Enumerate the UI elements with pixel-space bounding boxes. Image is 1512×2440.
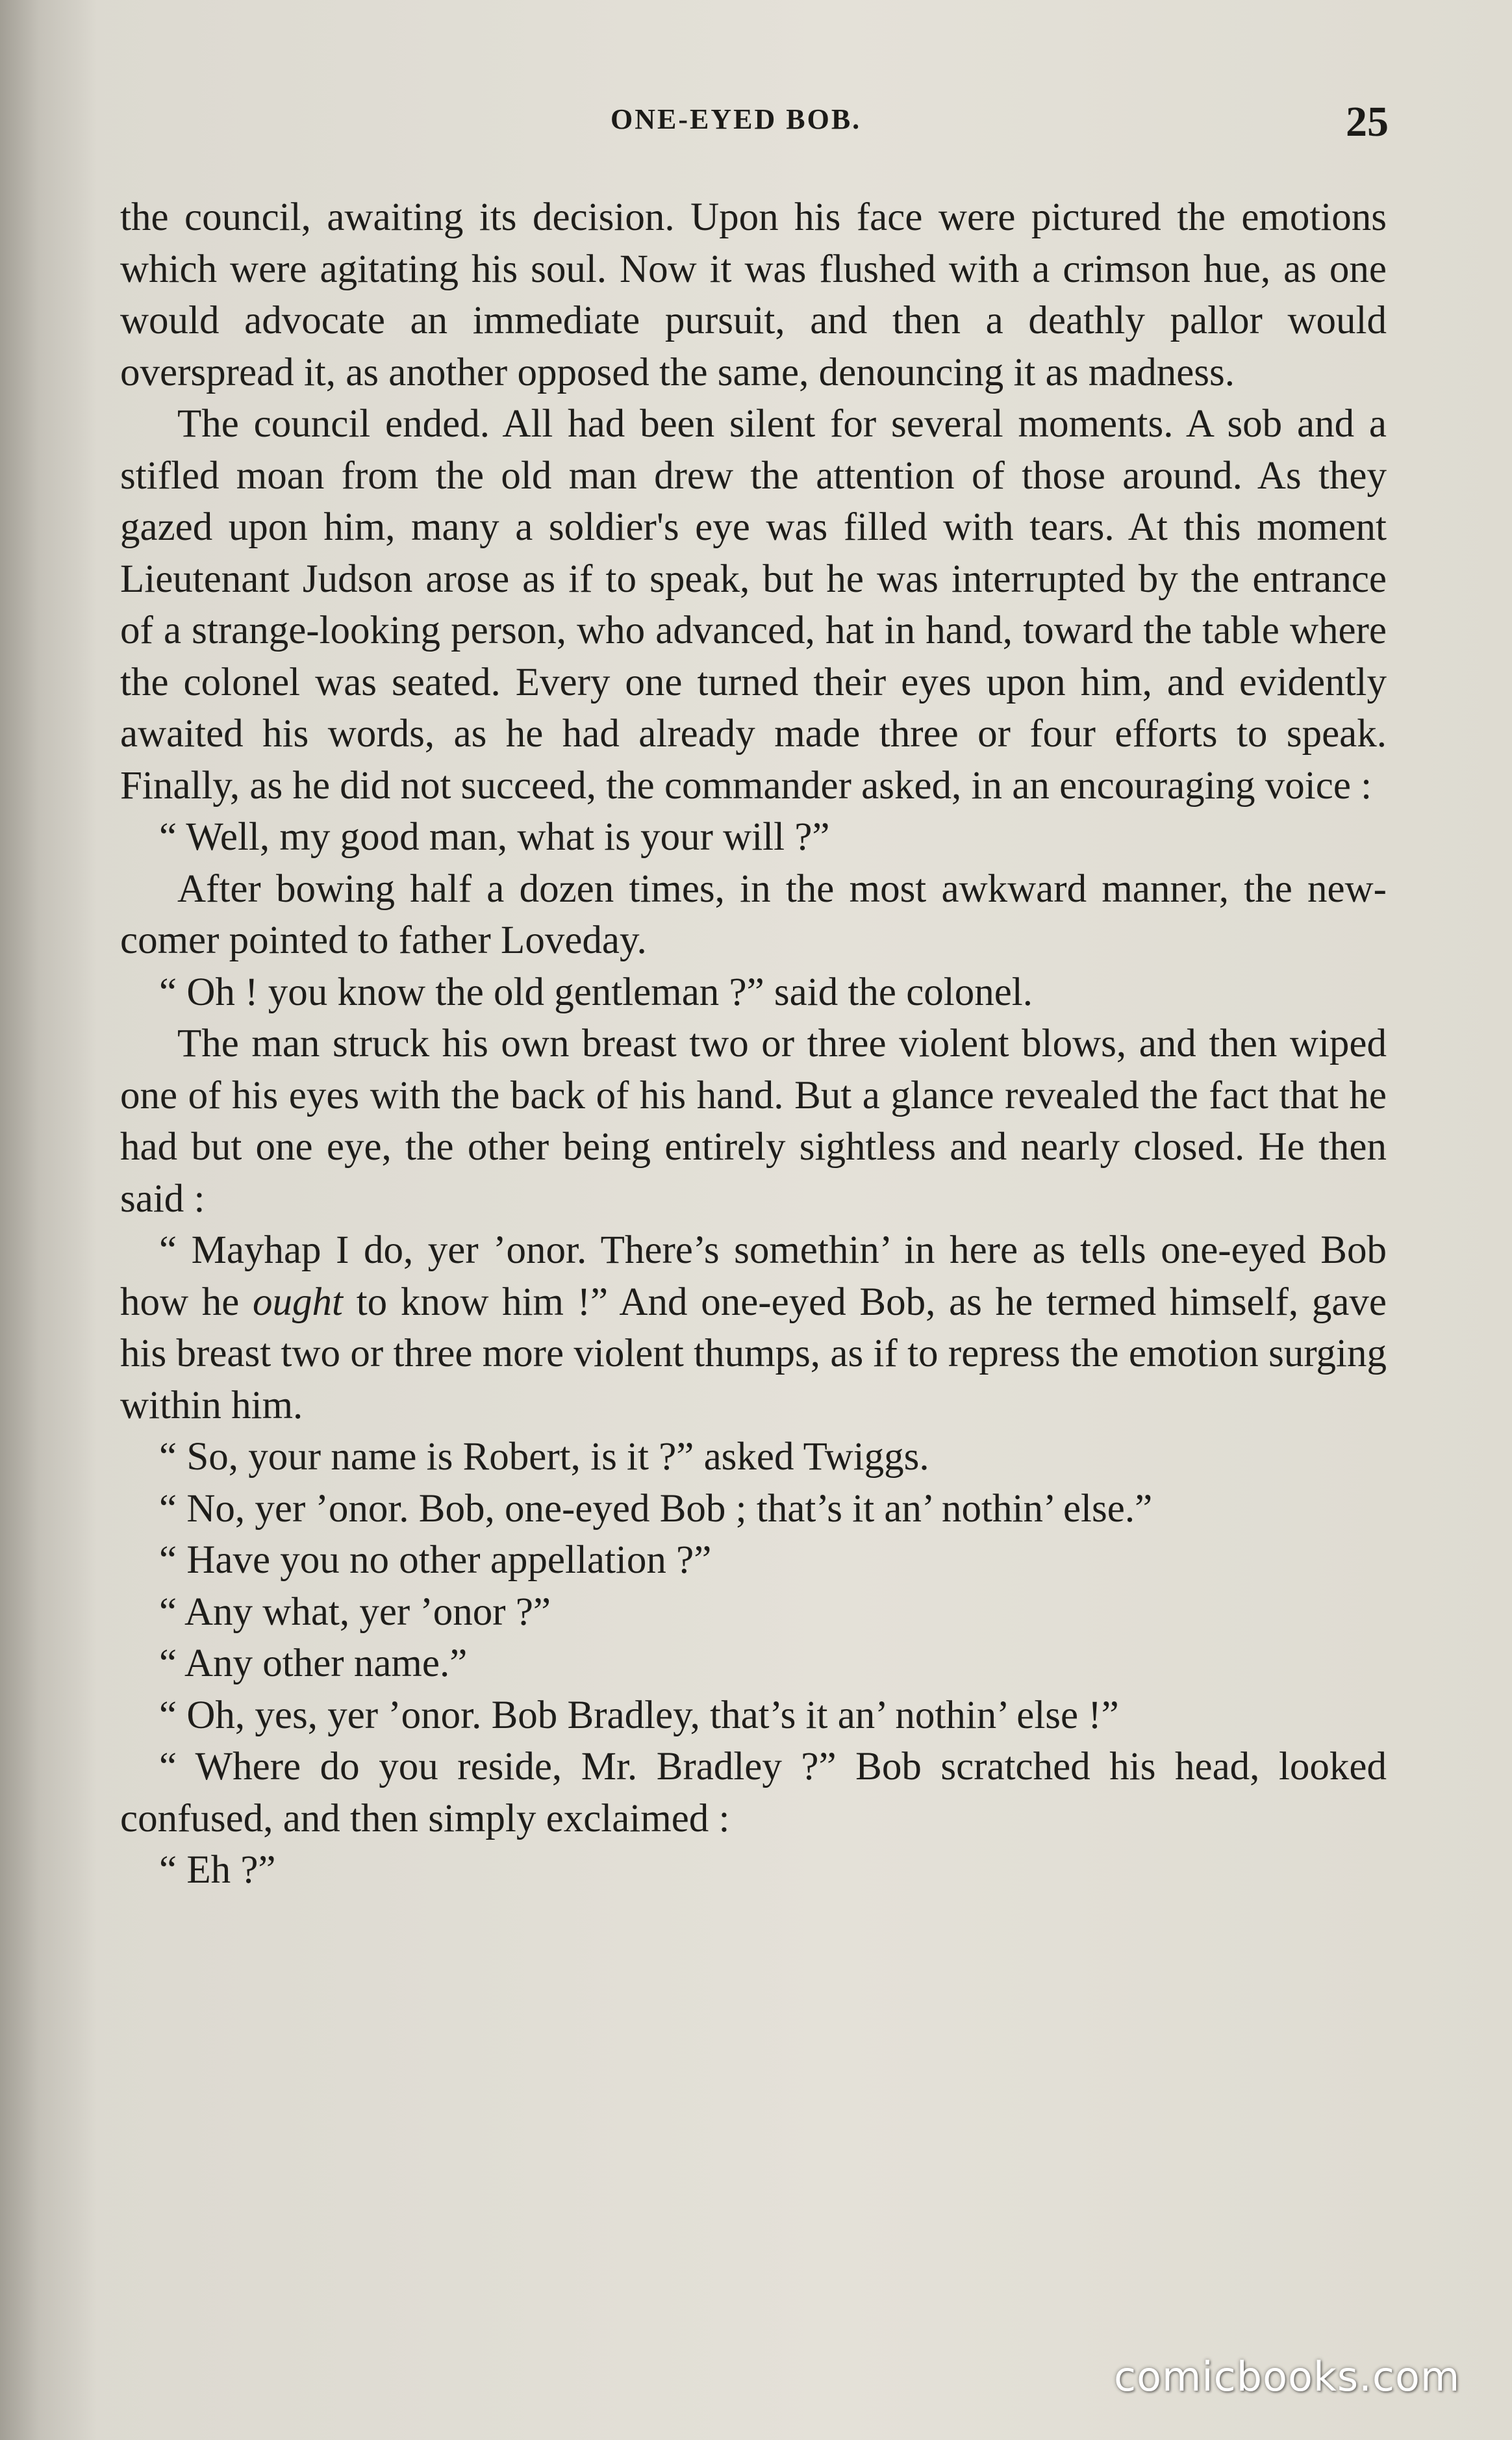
paragraph-continuation: the council, awaiting its decision. Upon his face were pictured the emotions which were agitating his soul. Now it was flushed with a crimson hue, as one would advocate an immediate pursuit, and then a deathly pallor would overspread it, as another opposed the same, denouncing it as madness.: [120, 196, 1387, 394]
dialog-text: “ Mayhap I do, yer ’onor. There’s somethin’ in here as tells one-eyed Bob how he: [120, 1228, 1387, 1324]
dialog-paragraph: [120, 1225, 1387, 1431]
dialog-line: “ Have you no other appellation ?”: [159, 1538, 712, 1582]
paragraph: The council ended. All had been silent for several moments. A sob and a stifled moan from the old man drew the attention of those around. As they gazed upon him, many a soldier's eye was filled with tears. At this moment Lieutenant Judson arose as if to speak, but he was interrupted by the entrance of a strange-looking person, who advanced, hat in hand, toward the table where the colonel was seated. Every one turned their eyes upon him, and evidently awaited his words, as he had already made three or four efforts to speak. Finally, as he did not succeed, the commander asked, in an encouraging voice :: [120, 402, 1387, 807]
dialog-line: “ Eh ?”: [159, 1848, 276, 1892]
dialog-text: to know him !” And one-eyed Bob, as he termed himself, gave his breast two or three more violent thumps, as if to repress the emotion surging within him.: [120, 1280, 1387, 1427]
running-head: [0, 97, 1512, 149]
dialog-line: “ So, your name is Robert, is it ?” asked Twiggs.: [159, 1435, 929, 1479]
paragraph: The man struck his own breast two or three violent blows, and then wiped one of his eyes with the back of his hand. But a glance revealed the fact that he had but one eye, the other being entirely sightless and nearly closed. He then said :: [120, 1022, 1387, 1221]
watermark: comicbooks.com: [1114, 2353, 1461, 2400]
dialog-line: “ Oh, yes, yer ’onor. Bob Bradley, that’s it an’ nothin’ else !”: [159, 1693, 1119, 1737]
dialog-line: “ Any what, yer ’onor ?”: [159, 1590, 551, 1634]
dialog-line: “ Well, my good man, what is your will ?”: [159, 815, 830, 859]
gutter-shadow: [0, 0, 97, 2440]
paragraph: After bowing half a dozen times, in the most awkward manner, the new-comer pointed to father Loveday.: [120, 867, 1387, 962]
dialog-line: “ Oh ! you know the old gentleman ?” said the colonel.: [159, 970, 1033, 1014]
italic-word: ought: [253, 1280, 343, 1324]
dialog-line: “ Where do you reside, Mr. Bradley ?” Bob scratched his head, looked confused, and then simply exclaimed :: [120, 1745, 1387, 1840]
dialog-line: “ No, yer ’onor. Bob, one-eyed Bob ; that’s it an’ nothin’ else.”: [159, 1486, 1153, 1531]
body-text: [120, 192, 1387, 1896]
page-number: 25: [1346, 98, 1389, 146]
running-title: ONE-EYED BOB.: [611, 103, 862, 135]
dialog-line: “ Any other name.”: [159, 1642, 468, 1685]
